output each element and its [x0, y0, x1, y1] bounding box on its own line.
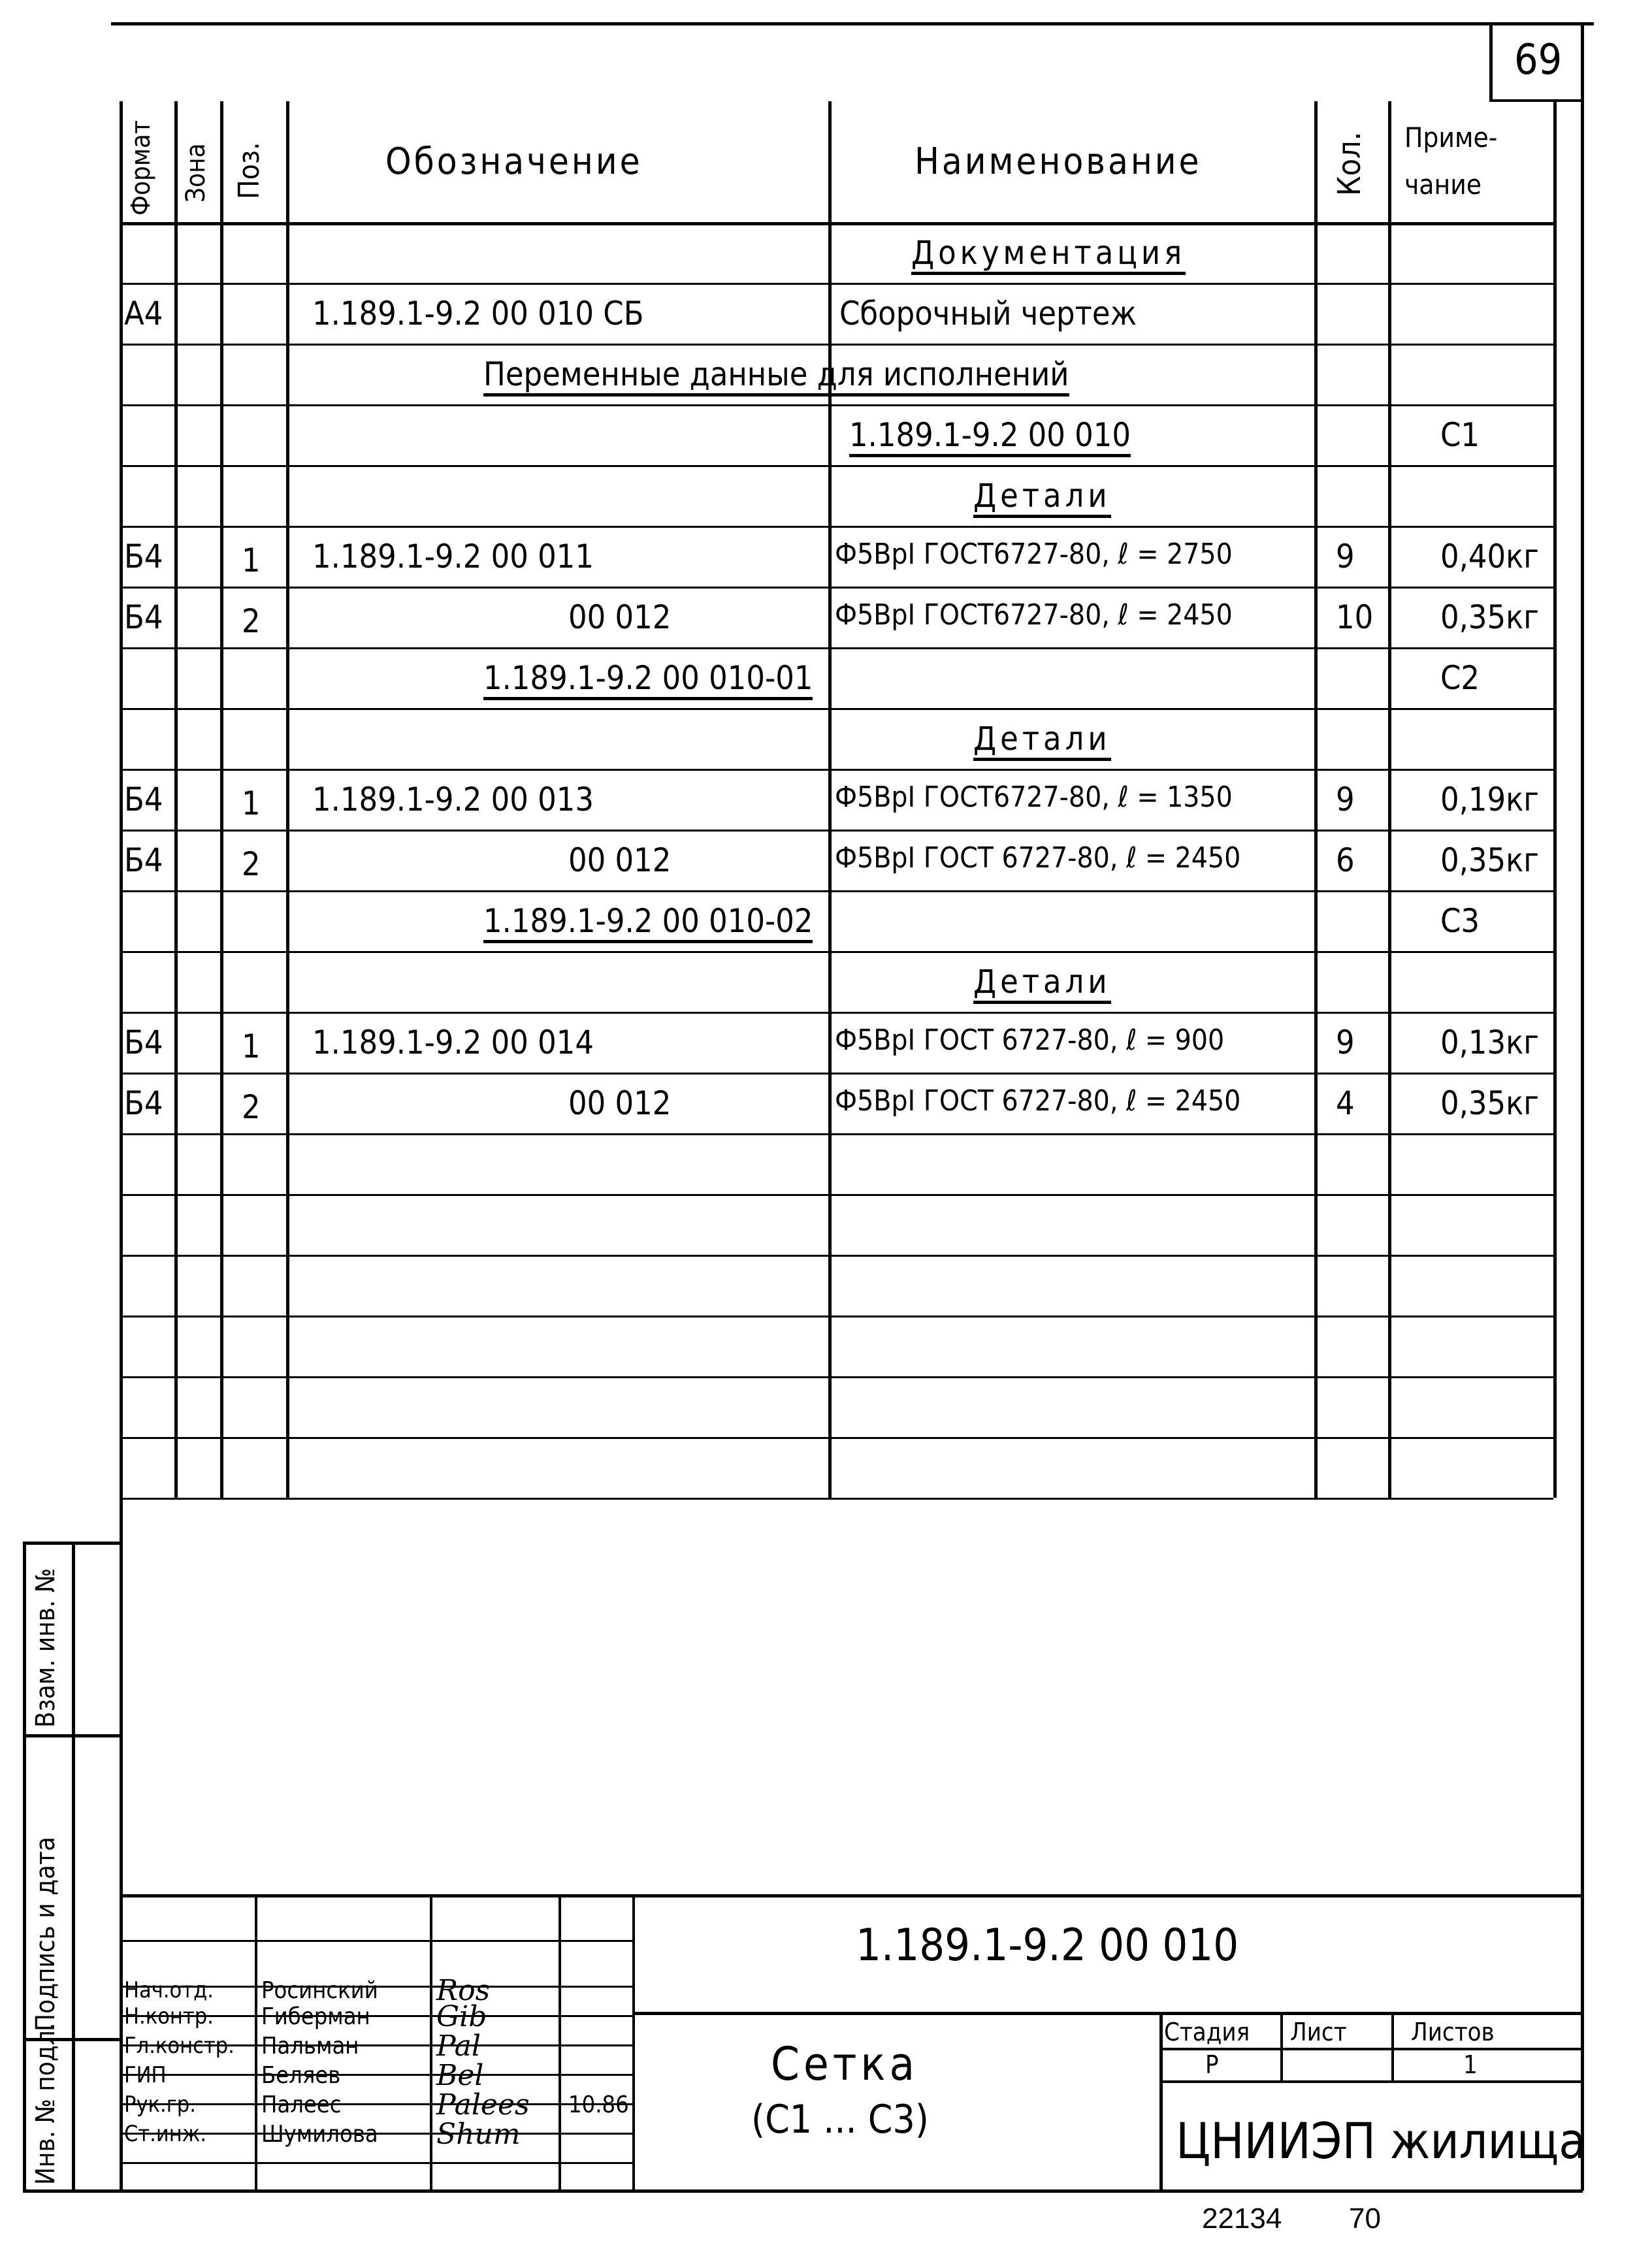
- spec-row-line: [120, 283, 1553, 285]
- tb-stage-row: [1159, 2048, 1583, 2050]
- row-qty: 6: [1336, 841, 1355, 879]
- frame-right: [1581, 22, 1584, 2191]
- row-format: Б4: [124, 781, 163, 818]
- row-qty: 9: [1336, 1024, 1355, 1061]
- row-name: Ф5ВрI ГОСТ6727-80, ℓ = 2750: [835, 538, 1233, 571]
- tb-person-name: Беляев: [261, 2062, 341, 2089]
- side-label-inv-orig: Инв. № подл.: [31, 2022, 61, 2185]
- tb-person-name: Шумилова: [261, 2121, 378, 2148]
- spec-col-line-3: [286, 101, 289, 1498]
- row-format: Б4: [124, 1084, 163, 1122]
- header-note-line1: Приме-: [1404, 121, 1498, 153]
- spec-row-line: [120, 404, 1553, 406]
- tb-left-col-0: [255, 1894, 257, 2189]
- sheet-num-box-bottom: [1489, 99, 1584, 102]
- tb-person-signature: Gib: [436, 2000, 487, 2033]
- row-qty: 9: [1336, 538, 1355, 575]
- side-bottom: [23, 2189, 121, 2193]
- row-note: 0,35кг: [1440, 1084, 1539, 1122]
- row-pos: 2: [242, 845, 261, 883]
- spec-header-bottom: [120, 222, 1553, 225]
- row-designation: 00 012: [568, 598, 672, 636]
- tb-mid-vert: [1159, 2012, 1163, 2189]
- spec-row-line: [120, 1012, 1553, 1014]
- tb-left-col-1: [430, 1894, 432, 2189]
- tb-person-signature: Pal: [436, 2029, 481, 2063]
- spec-col-line-0: [120, 101, 123, 1498]
- spec-col-line-6: [1388, 101, 1391, 1498]
- tb-bottom: [120, 2189, 1583, 2193]
- footer-page: 70: [1349, 2203, 1381, 2235]
- spec-row-line: [120, 708, 1553, 710]
- tb-person-name: Росинский: [261, 1977, 378, 2004]
- tb-person-role: Н.контр.: [124, 2003, 214, 2029]
- footer-inventory: 22134: [1202, 2203, 1282, 2235]
- row-format: Б4: [124, 538, 163, 575]
- spec-row-line: [120, 1376, 1553, 1378]
- spec-row-line: [120, 1073, 1553, 1074]
- spec-row-line: [120, 647, 1553, 649]
- spec-row-line: [120, 1255, 1553, 1257]
- row-name: Ф5ВрI ГОСТ6727-80, ℓ = 2450: [835, 598, 1233, 632]
- spec-row-line: [120, 1194, 1553, 1196]
- tb-sheets-value: 1: [1463, 2050, 1478, 2079]
- row-name: Ф5ВрI ГОСТ 6727-80, ℓ = 2450: [835, 841, 1241, 875]
- tb-person-signature: Ros: [436, 1974, 491, 2007]
- row-note: 0,35кг: [1440, 598, 1539, 636]
- tb-person-role: Гл.констр.: [124, 2033, 235, 2059]
- spec-row-line: [120, 344, 1553, 346]
- tb-person-name: Палеес: [261, 2092, 342, 2118]
- spec-row-line: [120, 830, 1553, 832]
- row-designation: 1.189.1-9.2 00 014: [312, 1024, 594, 1061]
- tb-sheet-label: Лист: [1290, 2018, 1347, 2046]
- row-name: Ф5ВрI ГОСТ 6727-80, ℓ = 900: [835, 1024, 1225, 1057]
- tb-stage-div2: [1391, 2012, 1394, 2080]
- spec-row-line: [120, 1133, 1553, 1135]
- row-pos: 1: [242, 784, 261, 822]
- spec-col-line-2: [220, 101, 223, 1498]
- row-name: Переменные данные для исполнений: [483, 358, 1069, 396]
- row-designation: 00 012: [568, 841, 672, 879]
- tb-left-col-3: [632, 1894, 635, 2189]
- tb-left-row: [120, 2074, 632, 2076]
- row-name: Детали: [973, 479, 1111, 518]
- side-div-1: [23, 1734, 121, 1737]
- row-format: Б4: [124, 598, 163, 636]
- row-designation: 1.189.1-9.2 00 010 СБ: [312, 295, 644, 332]
- tb-person-signature: Shum: [436, 2118, 521, 2151]
- header-name: Наименование: [915, 140, 1202, 183]
- row-name: Ф5ВрI ГОСТ6727-80, ℓ = 1350: [835, 781, 1233, 814]
- tb-top: [120, 1894, 1583, 1898]
- sheet-number: 69: [1514, 36, 1563, 84]
- row-name: Документация: [911, 236, 1186, 275]
- spec-row-line: [120, 465, 1553, 467]
- header-designation: Обозначение: [385, 140, 643, 183]
- row-note: С2: [1440, 659, 1480, 697]
- tb-doc-code: 1.189.1-9.2 00 010: [856, 1920, 1239, 1971]
- tb-stage-div1: [1280, 2012, 1283, 2080]
- tb-person-role: Рук.гр.: [124, 2092, 196, 2118]
- tb-person-name: Гиберман: [261, 2003, 370, 2030]
- row-pos: 1: [242, 541, 261, 579]
- tb-title-line1: Сетка: [771, 2037, 919, 2091]
- row-name: 1.189.1-9.2 00 010-02: [483, 905, 813, 943]
- row-name: 1.189.1-9.2 00 010-01: [483, 662, 813, 700]
- row-note: 0,40кг: [1440, 538, 1539, 575]
- tb-left-col-2: [559, 1894, 561, 2189]
- row-note: 0,19кг: [1440, 781, 1539, 818]
- tb-person-role: ГИП: [124, 2062, 167, 2088]
- row-qty: 4: [1336, 1084, 1355, 1122]
- header-note-line2: чание: [1404, 169, 1482, 201]
- row-designation: 00 012: [568, 1084, 672, 1122]
- spec-row-line: [120, 951, 1553, 953]
- header-format: Формат: [126, 120, 156, 216]
- tb-code-bottom: [632, 2012, 1583, 2015]
- spec-row-line: [120, 1437, 1553, 1439]
- side-outer-left: [23, 1542, 26, 2191]
- row-note: 0,13кг: [1440, 1024, 1539, 1061]
- spec-col-line-7: [1553, 101, 1557, 1498]
- tb-left-row: [120, 1940, 632, 1942]
- row-name: Ф5ВрI ГОСТ 6727-80, ℓ = 2450: [835, 1084, 1241, 1118]
- tb-left-row: [120, 2162, 632, 2164]
- sheet-num-box-left: [1489, 22, 1493, 101]
- tb-person-signature: Palees: [436, 2088, 530, 2122]
- side-top: [23, 1542, 121, 1545]
- row-name: Сборочный чертеж: [839, 295, 1137, 332]
- row-qty: 9: [1336, 781, 1355, 818]
- top-rule: [111, 22, 1594, 25]
- row-pos: 2: [242, 602, 261, 640]
- row-format: Б4: [124, 1024, 163, 1061]
- spec-row-line: [120, 1498, 1553, 1500]
- header-zone: Зона: [181, 143, 211, 202]
- tb-stage-value: Р: [1205, 2050, 1219, 2079]
- row-name: Детали: [973, 965, 1111, 1004]
- tb-date: 10.86: [568, 2092, 629, 2118]
- row-designation: 1.189.1-9.2 00 013: [312, 781, 594, 818]
- side-label-sign-date: Подпись и дата: [31, 1836, 61, 2031]
- row-note: 0,35кг: [1440, 841, 1539, 879]
- spec-col-line-5: [1314, 101, 1318, 1498]
- tb-stage-val-row: [1159, 2080, 1583, 2083]
- spec-row-line: [120, 890, 1553, 892]
- row-pos: 2: [242, 1088, 261, 1126]
- spec-row-line: [120, 1316, 1553, 1317]
- row-note: С3: [1440, 902, 1480, 940]
- side-label-replaced-inv: Взам. инв. №: [31, 1568, 61, 1728]
- side-inner-left: [72, 1542, 75, 2191]
- tb-left-row: [120, 2103, 632, 2105]
- tb-person-role: Нач.отд.: [124, 1977, 214, 2003]
- spec-row-line: [120, 769, 1553, 771]
- spec-col-line-4: [828, 101, 832, 1498]
- spec-col-line-1: [174, 101, 178, 1498]
- header-qty: Кол.: [1331, 131, 1368, 196]
- row-name: 1.189.1-9.2 00 010: [849, 419, 1131, 457]
- row-format: Б4: [124, 841, 163, 879]
- spec-row-line: [120, 587, 1553, 589]
- tb-title-line2: (С1 ... С3): [751, 2097, 929, 2142]
- row-note: С1: [1440, 416, 1480, 454]
- row-name: Детали: [973, 722, 1111, 761]
- tb-person-name: Пальман: [261, 2033, 359, 2059]
- tb-stage-label: Стадия: [1164, 2018, 1250, 2046]
- header-pos: Поз.: [233, 142, 266, 199]
- row-pos: 1: [242, 1027, 261, 1065]
- row-designation: 1.189.1-9.2 00 011: [312, 538, 594, 575]
- row-qty: 10: [1336, 598, 1374, 636]
- tb-sheets-label: Листов: [1411, 2018, 1495, 2046]
- tb-person-signature: Bel: [436, 2059, 484, 2092]
- spec-row-line: [120, 526, 1553, 528]
- tb-person-role: Ст.инж.: [124, 2121, 207, 2147]
- tb-organization: ЦНИИЭП жилища: [1176, 2112, 1587, 2170]
- row-format: А4: [124, 295, 163, 332]
